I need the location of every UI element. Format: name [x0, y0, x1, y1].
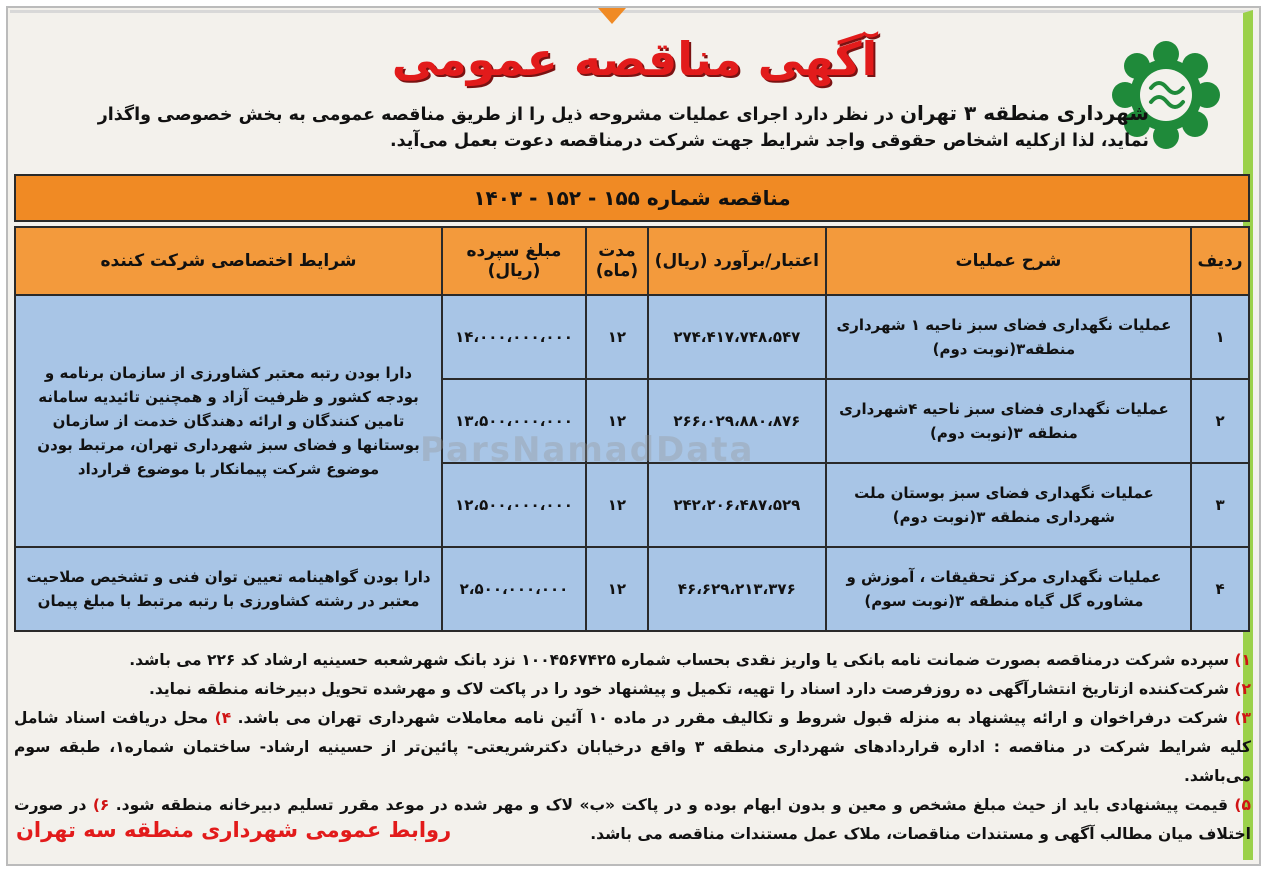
header-deposit: مبلغ سپرده (ریال) [442, 227, 586, 295]
header-row-number: ردیف [1191, 227, 1249, 295]
row-deposit: ۱۲،۵۰۰،۰۰۰،۰۰۰ [442, 463, 586, 547]
note-text: سپرده شرکت درمناقصه بصورت ضمانت نامه بانکی یا واریز نقدی بحساب شماره ۱۰۰۴۵۶۷۴۲۵ نزد بانک شهرشعبه حسینیه ارشاد کد ۲۲۶ می باشد. [129, 651, 1235, 669]
header-duration: مدت (ماه) [586, 227, 648, 295]
row-deposit: ۱۳،۵۰۰،۰۰۰،۰۰۰ [442, 379, 586, 463]
note-text: در صورت اختلاف میان مطالب آگهی و مستندات مناقصات، ملاک عمل مستندات مناقصه می باشد. [14, 796, 1251, 843]
conditions-cell-b: دارا بودن گواهینامه تعیین توان فنی و تشخیص صلاحیت معتبر در رشته کشاورزی با رتبه مرتبط با مبلغ پیمان [15, 547, 442, 631]
table-header-row [15, 227, 1249, 295]
note-number: ۵) [1234, 796, 1251, 814]
row-number: ۳ [1191, 463, 1249, 547]
intro-text: در نظر دارد اجرای عملیات مشروحه ذیل را از طریق مناقصه عمومی به بخش خصوصی واگذار نماید، لذا ازکلیه اشخاص حقوقی واجد شرایط جهت شرکت درمناقصه دعوت بعمل می‌آید. [97, 105, 1149, 151]
row-deposit: ۲،۵۰۰،۰۰۰،۰۰۰ [442, 547, 586, 631]
watermark-text: ParsNamadData [420, 430, 755, 470]
header-budget: اعتبار/برآورد (ریال) [648, 227, 826, 295]
table-row [15, 547, 1249, 631]
note-text: محل دریافت اسناد شامل کلیه شرایط شرکت در مناقصه : اداره قراردادهای شهرداری منطقه ۳ واقع درخیابان دکترشریعتی- پائین‌تر از حسینیه ارشاد- ساختمان شماره۱، طبقه سوم می‌باشد. [14, 709, 1252, 785]
row-description: عملیات نگهداری فضای سبز ناحیه ۱ شهرداری منطقه۳(نوبت دوم) [826, 295, 1191, 379]
row-description: عملیات نگهداری فضای سبز بوستان ملت شهرداری منطقه ۳(نوبت دوم) [826, 463, 1191, 547]
note-number: ۱) [1234, 651, 1251, 669]
row-budget: ۲۶۶،۰۲۹،۸۸۰،۸۷۶ [648, 379, 826, 463]
row-duration: ۱۲ [586, 547, 648, 631]
note-number: ۴) [214, 709, 232, 727]
note-number: ۲) [1234, 680, 1251, 698]
top-notch-decoration [598, 8, 626, 24]
note-text: قیمت پیشنهادی باید از حیث مبلغ مشخص و معین و بدون ابهام بوده و در پاکت «ب» لاک و مهر شده در موعد مقرر تسلیم دبیرخانه منطقه شود. [115, 796, 1235, 814]
row-description: عملیات نگهداری فضای سبز ناحیه ۴شهرداری منطقه ۳(نوبت دوم) [826, 379, 1191, 463]
row-deposit: ۱۴،۰۰۰،۰۰۰،۰۰۰ [442, 295, 586, 379]
row-number: ۴ [1191, 547, 1249, 631]
header-description: شرح عملیات [826, 227, 1191, 295]
notice-title: آگهی مناقصه عمومی [391, 32, 878, 86]
conditions-cell-a: دارا بودن رتبه معتبر کشاورزی از سازمان برنامه و بودجه کشور و ظرفیت آزاد و همچنین تائیدیه سامانه تامین کنندگان و ارائه دهندگان خدمت از سازمان بوستانها و فضای سبز شهرداری تهران، مرتبط بودن موضوع شرکت پیمانکار با موضوع قرارداد [15, 295, 442, 547]
operations-table [14, 226, 1250, 632]
row-budget: ۴۶،۶۲۹،۲۱۳،۳۷۶ [648, 547, 826, 631]
tender-number-bar: مناقصه شماره ۱۵۵ - ۱۵۲ - ۱۴۰۳ [14, 174, 1250, 222]
header-conditions: شرایط اختصاصی شرکت کننده [15, 227, 442, 295]
row-duration: ۱۲ [586, 379, 648, 463]
note-number: ۳) [1234, 709, 1251, 727]
note-text: شرکت‌کننده ازتاریخ انتشارآگهی ده روزفرصت دارد اسناد را تهیه، تکمیل و پیشنهاد خود را در پاکت لاک و مهرشده تحویل دبیرخانه منطقه نماید. [149, 680, 1235, 698]
row-number: ۲ [1191, 379, 1249, 463]
row-description: عملیات نگهداری مرکز تحقیقات ، آموزش و مشاوره گل گیاه منطقه ۳(نوبت سوم) [826, 547, 1191, 631]
note-text: شرکت درفراخوان و ارائه پیشنهاد به منزله قبول شروط و تکالیف مقرر در ماده ۱۰ آئین نامه معاملات شهرداری تهران می باشد. [237, 709, 1235, 727]
intro-lead: شهرداری منطقه ۳ تهران [899, 101, 1149, 125]
note-number: ۶) [92, 796, 110, 814]
row-number: ۱ [1191, 295, 1249, 379]
table-row [15, 295, 1249, 379]
row-budget: ۲۷۴،۴۱۷،۷۴۸،۵۴۷ [648, 295, 826, 379]
row-budget: ۲۴۲،۲۰۶،۴۸۷،۵۲۹ [648, 463, 826, 547]
intro-paragraph [60, 100, 1149, 154]
row-duration: ۱۲ [586, 463, 648, 547]
public-relations-footer: روابط عمومی شهرداری منطقه سه تهران [16, 818, 452, 842]
row-duration: ۱۲ [586, 295, 648, 379]
